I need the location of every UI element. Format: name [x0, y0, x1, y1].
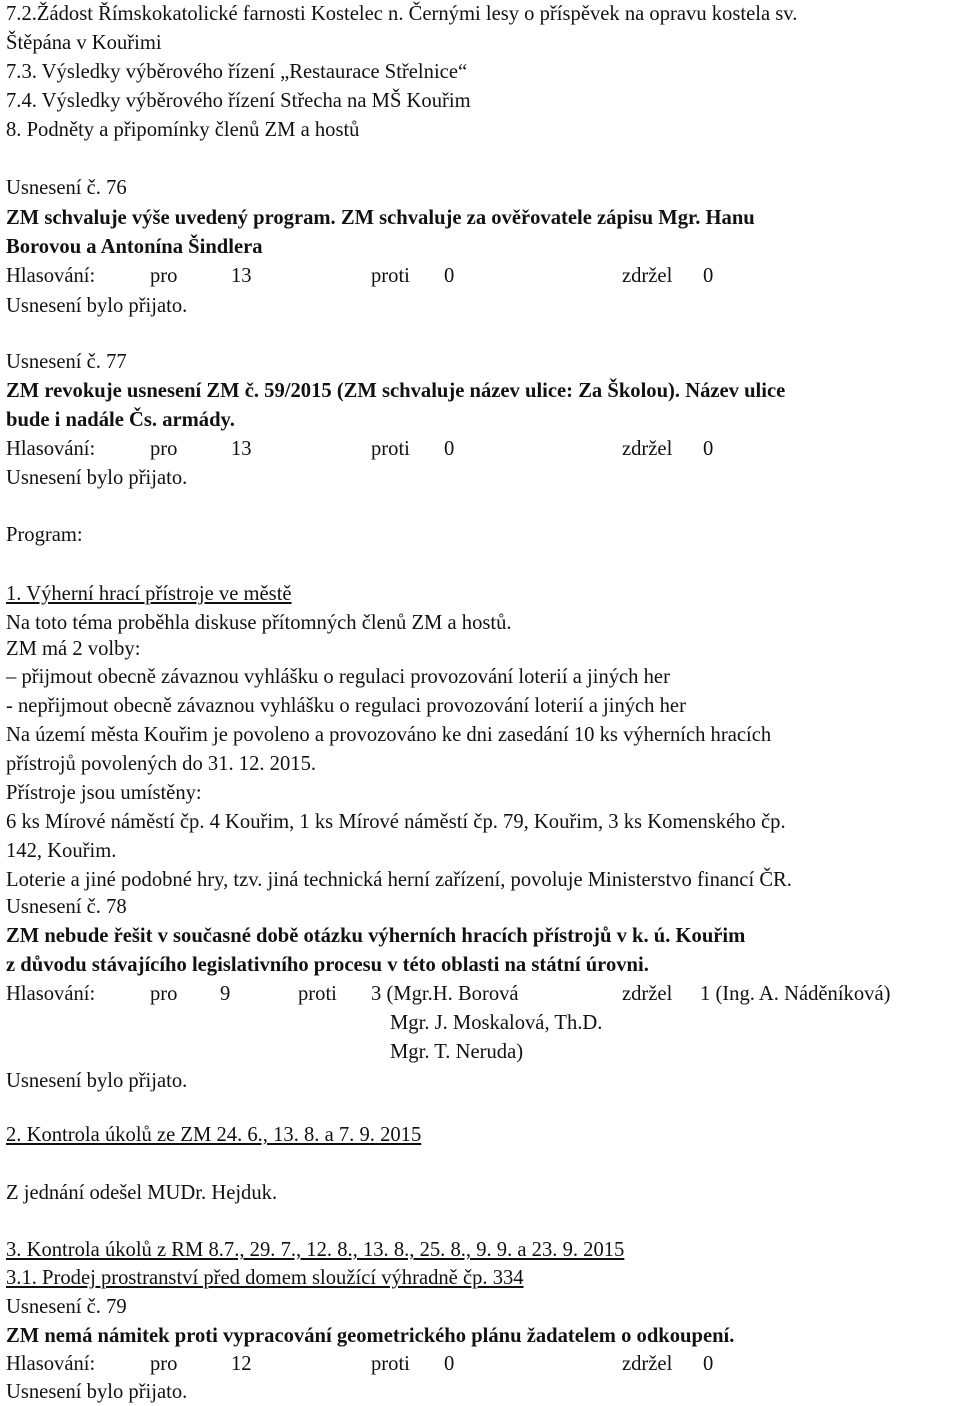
resolution-78-proti-names-3: Mgr. T. Neruda): [390, 1041, 524, 1063]
agenda-item-7-4: 7.4. Výsledky výběrového řízení Střecha na MŠ Kouřim: [6, 90, 471, 112]
resolution-77-result: Usnesení bylo přijato.: [6, 467, 188, 489]
resolution-79-text: ZM nemá námitek proti vypracování geometrického plánu žadatelem o odkoupení.: [6, 1325, 735, 1347]
vote-proti-count: 0: [444, 265, 455, 287]
vote-zdrzel-label: zdržel: [622, 438, 673, 460]
program-item-1-line: Loterie a jiné podobné hry, tzv. jiná technická herní zařízení, povoluje Ministerstvo financí ČR.: [6, 869, 792, 891]
item-2-note: Z jednání odešel MUDr. Hejduk.: [6, 1182, 278, 1204]
program-item-1-line: Přístroje jsou umístěny:: [6, 782, 202, 804]
vote-label: Hlasování:: [6, 438, 96, 460]
resolution-76-vote: [6, 262, 946, 290]
resolution-79-result: Usnesení bylo přijato.: [6, 1381, 188, 1403]
agenda-item-7-2-line2: Štěpána v Kouřimi: [6, 32, 162, 54]
program-item-1-line: 142, Kouřim.: [6, 840, 117, 862]
vote-proti-count: 0: [444, 1353, 455, 1375]
vote-pro-label: pro: [150, 1353, 178, 1375]
program-item-1-line: - nepřijmout obecně závaznou vyhlášku o regulaci provozování loterií a jiných her: [6, 695, 686, 717]
item-2-title: 2. Kontrola úkolů ze ZM 24. 6., 13. 8. a 7. 9. 2015: [6, 1124, 422, 1146]
resolution-76-heading: Usnesení č. 76: [6, 177, 127, 199]
vote-proti-label: proti: [371, 1353, 410, 1375]
resolution-79-heading: Usnesení č. 79: [6, 1296, 127, 1318]
vote-label: Hlasování:: [6, 265, 96, 287]
program-item-1-line: ZM má 2 volby:: [6, 638, 141, 660]
agenda-item-7-3: 7.3. Výsledky výběrového řízení „Restaurace Střelnice“: [6, 61, 468, 83]
agenda-item-8: 8. Podněty a připomínky členů ZM a hostů: [6, 119, 360, 141]
vote-zdrzel-count: 1 (Ing. A. Náděníková): [700, 983, 891, 1005]
vote-zdrzel-count: 0: [703, 438, 714, 460]
resolution-77-vote: [6, 435, 946, 463]
vote-proti-label: proti: [298, 983, 337, 1005]
resolution-78-heading: Usnesení č. 78: [6, 896, 127, 918]
vote-proti-label: proti: [371, 265, 410, 287]
vote-pro-label: pro: [150, 438, 178, 460]
resolution-78-result: Usnesení bylo přijato.: [6, 1070, 188, 1092]
item-3-title: 3. Kontrola úkolů z RM 8.7., 29. 7., 12. 8., 13. 8., 25. 8., 9. 9. a 23. 9. 2015: [6, 1239, 625, 1261]
vote-label: Hlasování:: [6, 983, 96, 1005]
vote-pro-label: pro: [150, 265, 178, 287]
vote-zdrzel-count: 0: [703, 265, 714, 287]
vote-proti-label: proti: [371, 438, 410, 460]
vote-zdrzel-label: zdržel: [622, 265, 673, 287]
resolution-76-text-line1: ZM schvaluje výše uvedený program. ZM schvaluje za ověřovatele zápisu Mgr. Hanu: [6, 207, 755, 229]
resolution-77-text-line1: ZM revokuje usnesení ZM č. 59/2015 (ZM schvaluje název ulice: Za Školou). Název ulice: [6, 380, 786, 402]
vote-zdrzel-label: zdržel: [622, 1353, 673, 1375]
item-3-1-title: 3.1. Prodej prostranství před domem sloužící výhradně čp. 334: [6, 1267, 524, 1289]
vote-proti-count: 0: [444, 438, 455, 460]
resolution-77-heading: Usnesení č. 77: [6, 351, 127, 373]
vote-proti-count: 3 (Mgr.H. Borová: [371, 983, 519, 1005]
vote-pro-count: 12: [231, 1353, 252, 1375]
resolution-79-vote: [6, 1350, 946, 1378]
vote-zdrzel-label: zdržel: [622, 983, 673, 1005]
resolution-78-text-line2: z důvodu stávajícího legislativního procesu v této oblasti na státní úrovni.: [6, 954, 649, 976]
resolution-78-vote: [6, 980, 946, 1008]
vote-pro-count: 9: [220, 983, 231, 1005]
vote-zdrzel-count: 0: [703, 1353, 714, 1375]
agenda-item-7-2-line1: 7.2.Žádost Římskokatolické farnosti Kostelec n. Černými lesy o příspěvek na opravu kostela sv.: [6, 3, 798, 25]
vote-pro-count: 13: [231, 265, 252, 287]
vote-pro-label: pro: [150, 983, 178, 1005]
resolution-78-text-line1: ZM nebude řešit v současné době otázku výherních hracích přístrojů v k. ú. Kouřim: [6, 925, 746, 947]
program-item-1-line: přístrojů povolených do 31. 12. 2015.: [6, 753, 317, 775]
program-item-1-line: 6 ks Mírové náměstí čp. 4 Kouřim, 1 ks Mírové náměstí čp. 79, Kouřim, 3 ks Komenského čp.: [6, 811, 786, 833]
resolution-78-proti-names-2: Mgr. J. Moskalová, Th.D.: [390, 1012, 603, 1034]
program-item-1-title: 1. Výherní hrací přístroje ve městě: [6, 583, 292, 605]
program-item-1-line: – přijmout obecně závaznou vyhlášku o regulaci provozování loterií a jiných her: [6, 666, 670, 688]
program-item-1-line: Na území města Kouřim je povoleno a provozováno ke dni zasedání 10 ks výherních hracích: [6, 724, 772, 746]
vote-label: Hlasování:: [6, 1353, 96, 1375]
resolution-76-result: Usnesení bylo přijato.: [6, 295, 188, 317]
program-item-1-line: Na toto téma proběhla diskuse přítomných členů ZM a hostů.: [6, 612, 512, 634]
resolution-77-text-line2: bude i nadále Čs. armády.: [6, 409, 235, 431]
program-label: Program:: [6, 524, 83, 546]
resolution-76-text-line2: Borovou a Antonína Šindlera: [6, 236, 263, 258]
vote-pro-count: 13: [231, 438, 252, 460]
